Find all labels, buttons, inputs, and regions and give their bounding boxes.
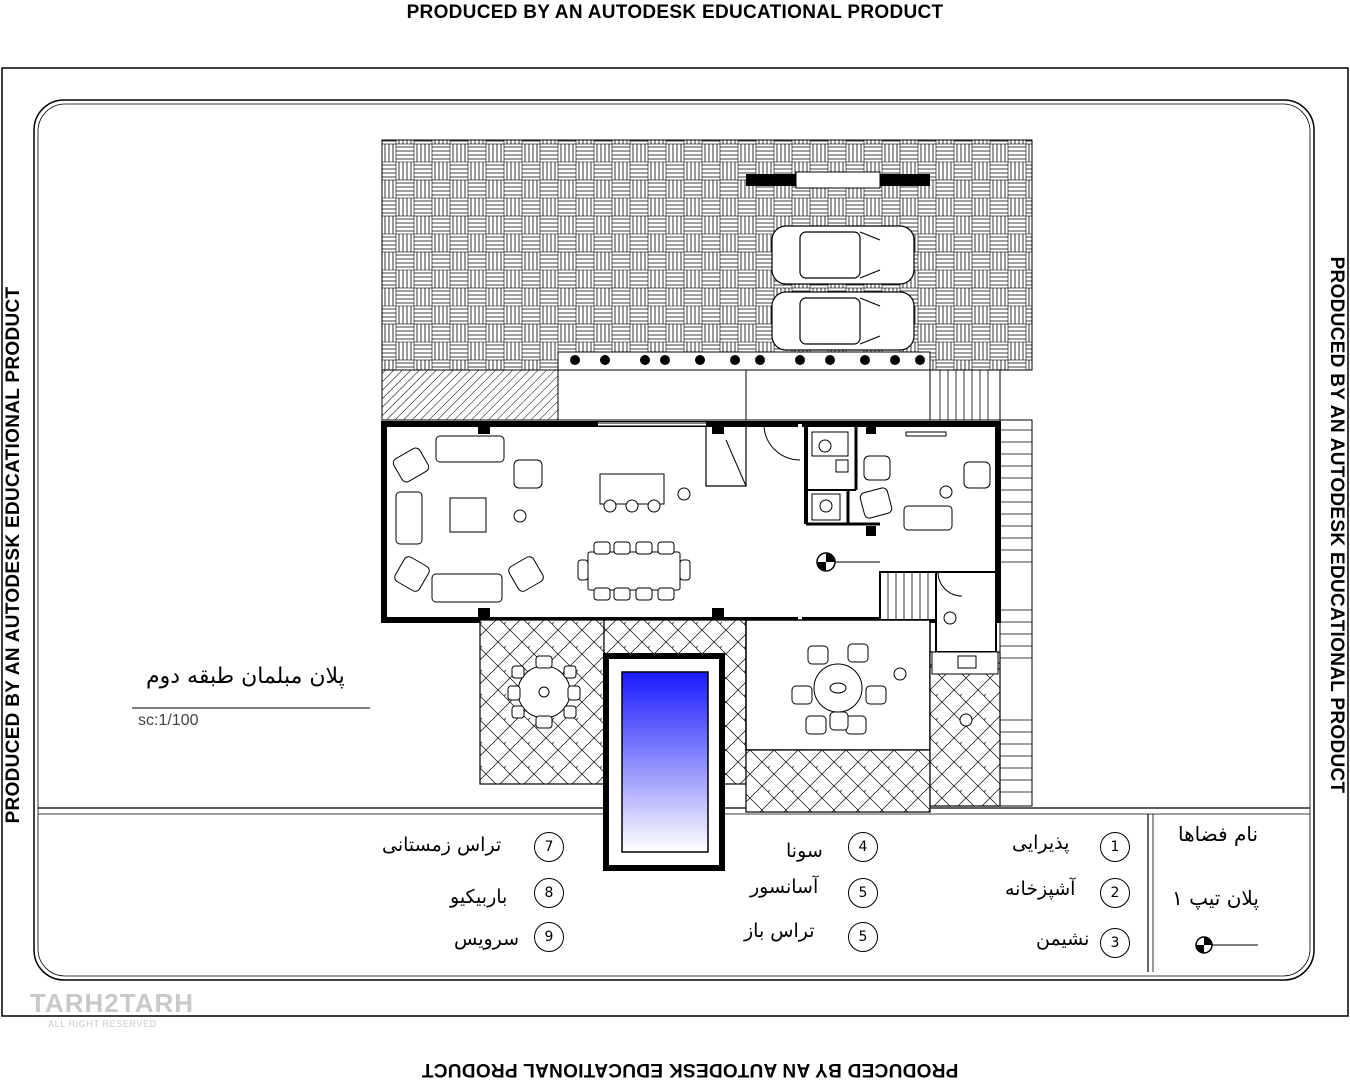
legend-type: پلان تیپ ۱ — [1172, 886, 1259, 910]
legend-label-1: پذیرایی — [1012, 832, 1070, 854]
legend-num-9: 9 — [534, 922, 564, 952]
legend-label-5: آسانسور — [750, 876, 819, 898]
pool-water — [622, 672, 708, 852]
legend-num-4: 4 — [848, 832, 878, 862]
legend-label-7: تراس زمستانی — [382, 834, 502, 856]
watermark-logo — [30, 988, 194, 1029]
legend-num-5: 5 — [848, 878, 878, 908]
legend-num-7: 7 — [534, 832, 564, 862]
legend-num-3: 3 — [1100, 928, 1130, 958]
plan-title: پلان مبلمان طبقه دوم — [146, 664, 345, 689]
car-2 — [772, 292, 914, 350]
watermark-rights: ALL RIGHT RESERVED — [48, 1019, 157, 1029]
legend-num-2: 2 — [1100, 878, 1130, 908]
legend-label-8: باربیکیو — [450, 886, 508, 908]
stamp-right: PRODUCED BY AN AUTODESK EDUCATIONAL PRODUCT — [1326, 256, 1347, 794]
watermark-brand: TARH2TARH — [30, 988, 195, 1018]
stamp-left: PRODUCED BY AN AUTODESK EDUCATIONAL PRODUCT — [3, 286, 24, 824]
plan-scale: sc:1/100 — [138, 712, 199, 729]
legend-num-8: 8 — [534, 878, 564, 908]
legend-num-6: 5 — [848, 922, 878, 952]
legend-num-1: 1 — [1100, 832, 1130, 862]
legend-label-4: سونا — [786, 840, 823, 862]
legend-label-9: سرویس — [454, 928, 520, 950]
bbq-table — [508, 656, 580, 728]
stamp-top: PRODUCED BY AN AUTODESK EDUCATIONAL PRODUCT — [406, 2, 944, 23]
legend-header: نام فضاها — [1178, 822, 1259, 846]
legend-label-2: آشپزخانه — [1005, 878, 1076, 900]
legend-label-3: نشیمن — [1036, 928, 1090, 950]
car-1 — [772, 226, 914, 284]
legend-label-6: تراس باز — [744, 920, 815, 942]
stamp-bottom: PRODUCED BY AN AUTODESK EDUCATIONAL PRODUCT — [421, 1059, 959, 1080]
